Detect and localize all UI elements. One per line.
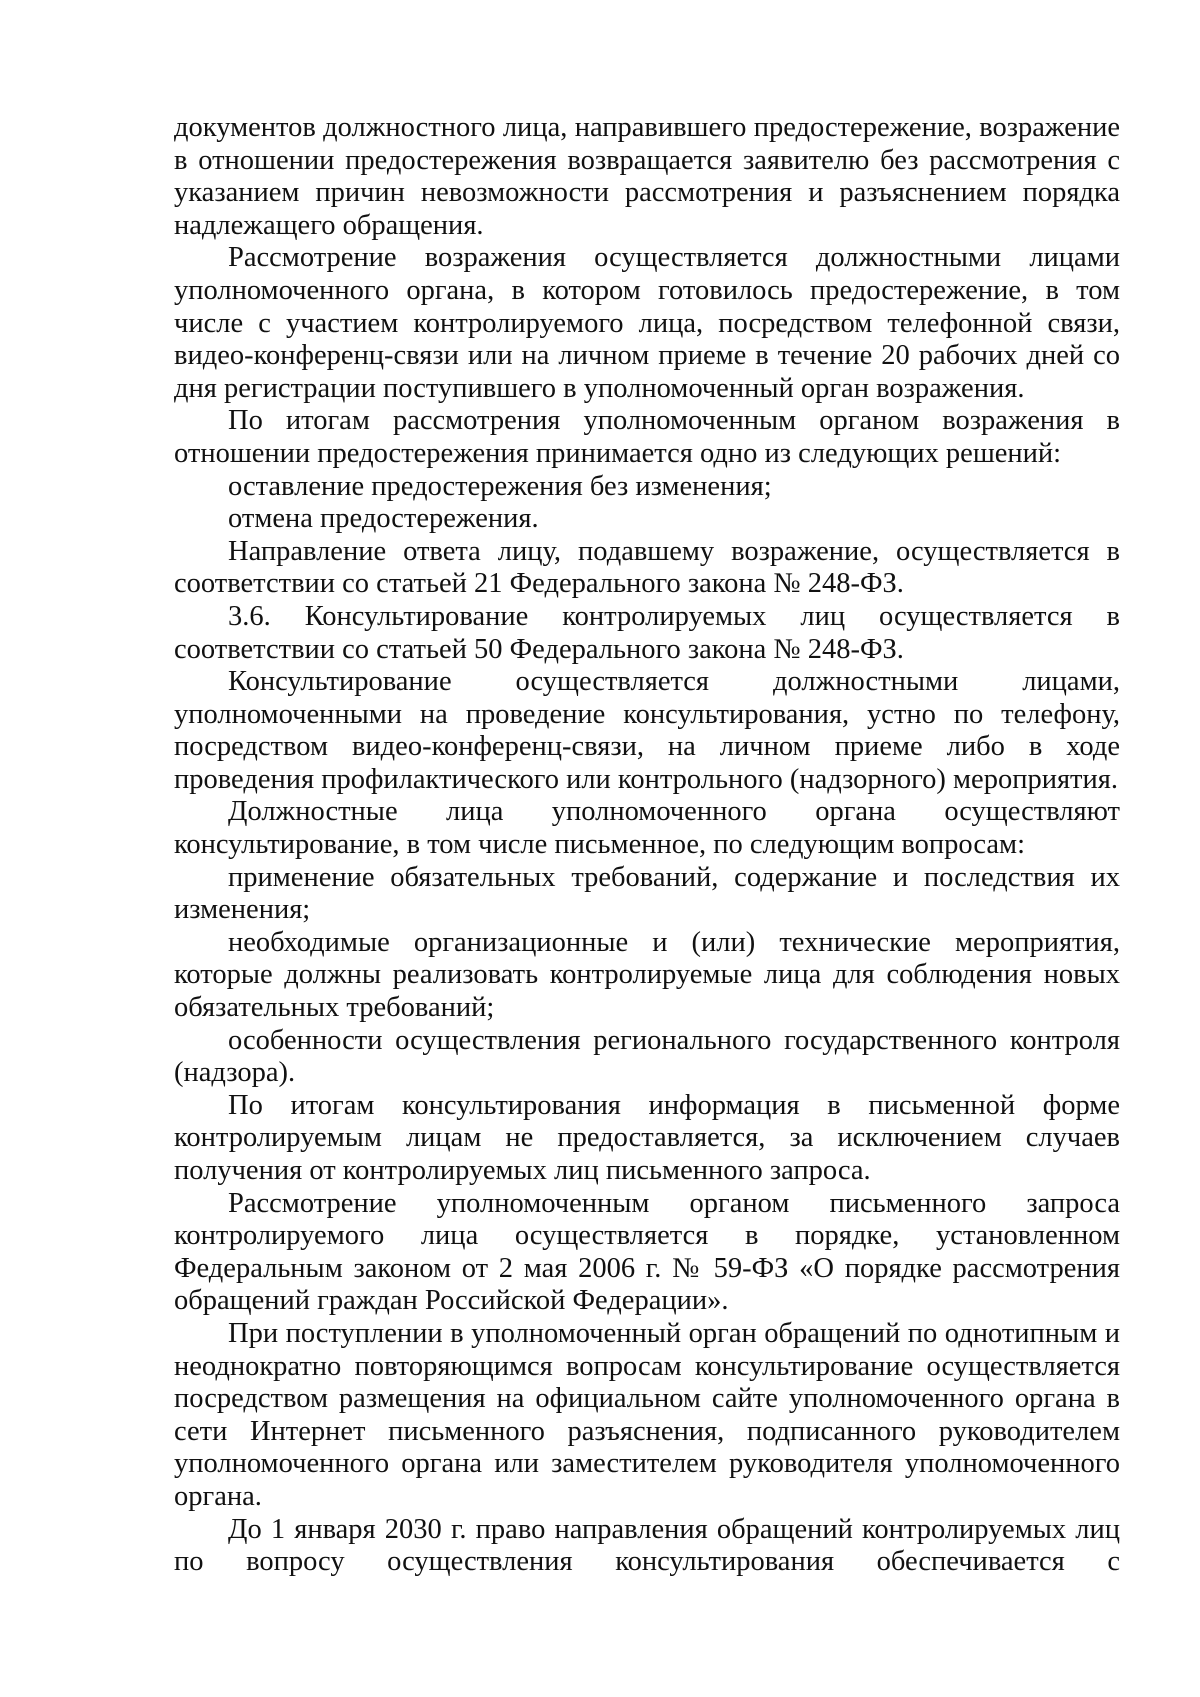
list-item-requirements: применение обязательных требований, содержание и последствия их изменения; <box>174 861 1120 926</box>
paragraph-until-2030: До 1 января 2030 г. право направления обращений контролируемых лиц по вопросу осуществления консультирования обеспечивается с <box>174 1513 1120 1578</box>
document-page <box>174 112 1120 1579</box>
paragraph-repeated-questions: При поступлении в уполномоченный орган обращений по однотипным и неоднократно повторяющимся вопросам консультирование осуществляется посредством размещения на официальном сайте уполномоченного органа в сети Интернет письменного разъяснения, подписанного руководителем уполномоченного органа или заместителем руководителя уполномоченного органа. <box>174 1317 1120 1512</box>
paragraph-section-3-6: 3.6. Консультирование контролируемых лиц осуществляется в соответствии со статьей 50 Федерального закона № 248-ФЗ. <box>174 600 1120 665</box>
paragraph-consulting-methods: Консультирование осуществляется должностными лицами, уполномоченными на проведение консультирования, устно по телефону, посредством видео-конференц-связи, на личном приеме либо в ходе проведения профилактического или контрольного (надзорного) мероприятия. <box>174 666 1120 795</box>
list-item-keep-warning: оставление предостережения без изменения; <box>228 470 772 502</box>
paragraph-review-results: По итогам рассмотрения уполномоченным органом возражения в отношении предостережения принимается одно из следующих решений: <box>174 405 1120 469</box>
paragraph-consulting-questions: Должностные лица уполномоченного органа осуществляют консультирование, в том числе письменное, по следующим вопросам: <box>174 796 1120 861</box>
paragraph-objection-review: Рассмотрение возражения осуществляется должностными лицами уполномоченного органа, в котором готовилось предостережение, в том числе с участием контролируемого лица, посредством телефонной связи, видео-конференц-связи или на личном приеме в течение 20 рабочих дней со дня регистрации поступившего в уполномоченный орган возражения. <box>174 242 1120 404</box>
list-item-control-features: особенности осуществления регионального государственного контроля (надзора). <box>174 1024 1120 1089</box>
paragraph-written-info: По итогам консультирования информация в письменной форме контролируемым лицам не предоставляется, за исключением случаев получения от контролируемых лиц письменного запроса. <box>174 1089 1120 1186</box>
list-item-measures: необходимые организационные и (или) технические мероприятия, которые должны реализовать контролируемые лица для соблюдения новых обязательных требований; <box>174 926 1120 1024</box>
paragraph-continuation: документов должностного лица, направившего предостережение, возражение в отношении предостережения возвращается заявителю без рассмотрения с указанием причин невозможности рассмотрения и разъяснением порядка надлежащего обращения. <box>174 112 1120 241</box>
list-item-cancel-warning: отмена предостережения. <box>228 503 539 535</box>
paragraph-written-request: Рассмотрение уполномоченным органом письменного запроса контролируемого лица осуществляется в порядке, установленном Федеральным законом от 2 мая 2006 г. № 59-ФЗ «О порядке рассмотрения обращений граждан Российской Федерации». <box>174 1187 1120 1317</box>
paragraph-response-direction: Направление ответа лицу, подавшему возражение, осуществляется в соответствии со статьей 21 Федерального закона № 248-ФЗ. <box>174 535 1120 600</box>
